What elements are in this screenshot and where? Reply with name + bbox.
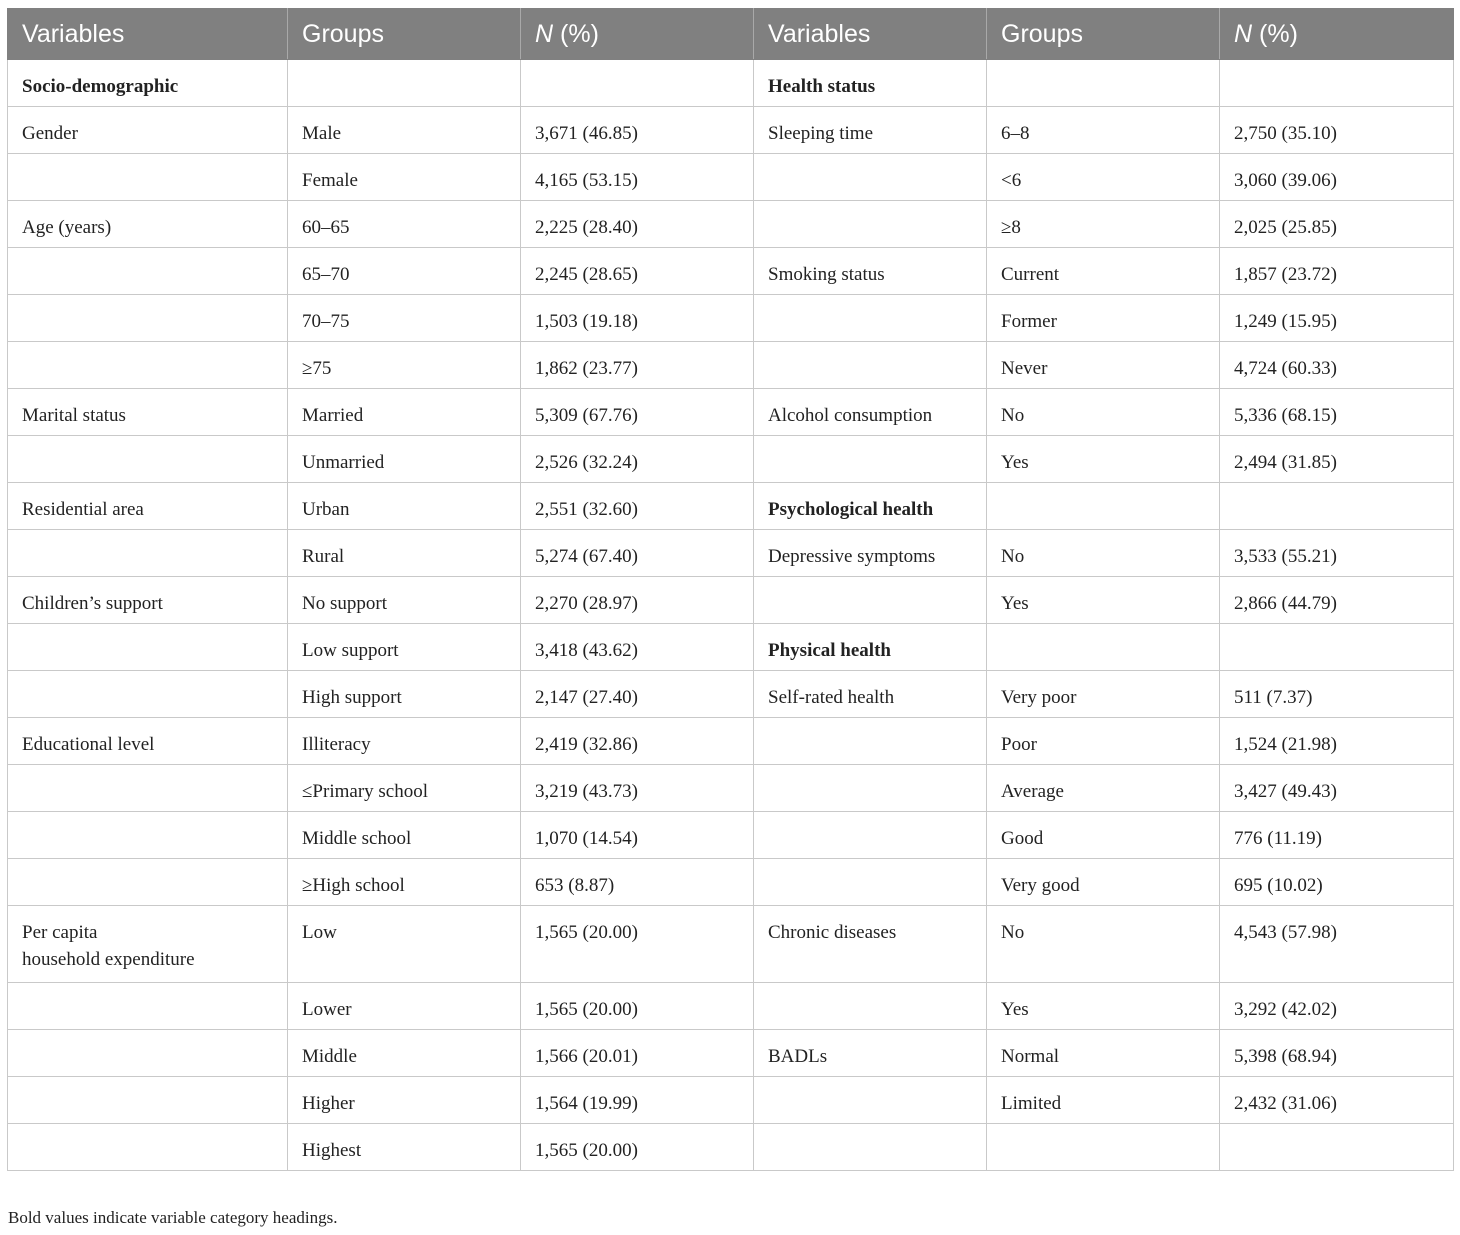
cell-group: No — [987, 530, 1220, 577]
cell-group: 60–65 — [288, 201, 521, 248]
cell-variable: Educational level — [8, 718, 288, 765]
cell-variable — [754, 577, 987, 624]
cell-value: 1,857 (23.72) — [1220, 248, 1454, 295]
table-row — [8, 436, 1454, 483]
table-row — [8, 1124, 1454, 1171]
cell-value: 5,398 (68.94) — [1220, 1030, 1454, 1077]
cell-group: Current — [987, 248, 1220, 295]
variable-line-2: household expenditure — [22, 949, 195, 970]
header-n-percent-right — [1220, 9, 1454, 60]
cell-value: 5,309 (67.76) — [521, 389, 754, 436]
cell-value: 1,566 (20.01) — [521, 1030, 754, 1077]
cell-value — [1220, 60, 1454, 107]
cell-group — [987, 60, 1220, 107]
cell-group: Highest — [288, 1124, 521, 1171]
category-heading: Socio-demographic — [8, 60, 288, 107]
cell-value: 2,526 (32.24) — [521, 436, 754, 483]
cell-variable — [754, 718, 987, 765]
table-row — [8, 107, 1454, 154]
header-percent-label: (%) — [553, 19, 599, 48]
header-variables-left: Variables — [8, 9, 288, 60]
cell-variable — [754, 765, 987, 812]
cell-value: 2,245 (28.65) — [521, 248, 754, 295]
variable-line-1: Per capita — [22, 922, 98, 943]
cell-group: Middle — [288, 1030, 521, 1077]
table-row — [8, 671, 1454, 718]
cell-value: 5,274 (67.40) — [521, 530, 754, 577]
table-row — [8, 624, 1454, 671]
cell-value: 3,427 (49.43) — [1220, 765, 1454, 812]
cell-variable — [8, 1030, 288, 1077]
cell-group: Male — [288, 107, 521, 154]
category-heading: Psychological health — [754, 483, 987, 530]
header-n-percent-left — [521, 9, 754, 60]
table-row — [8, 201, 1454, 248]
header-groups-left: Groups — [288, 9, 521, 60]
cell-value: 511 (7.37) — [1220, 671, 1454, 718]
cell-value: 653 (8.87) — [521, 859, 754, 906]
cell-group: Female — [288, 154, 521, 201]
cell-group — [288, 60, 521, 107]
cell-value: 2,750 (35.10) — [1220, 107, 1454, 154]
cell-group: Low — [288, 906, 521, 983]
cell-value: 2,432 (31.06) — [1220, 1077, 1454, 1124]
header-percent-label: (%) — [1252, 19, 1298, 48]
table-row — [8, 906, 1454, 983]
cell-value: 5,336 (68.15) — [1220, 389, 1454, 436]
cell-value: 3,060 (39.06) — [1220, 154, 1454, 201]
cell-variable: Sleeping time — [754, 107, 987, 154]
cell-value: 1,249 (15.95) — [1220, 295, 1454, 342]
cell-variable — [8, 906, 288, 983]
cell-group: Limited — [987, 1077, 1220, 1124]
cell-group: No — [987, 389, 1220, 436]
cell-group: Unmarried — [288, 436, 521, 483]
cell-group: Rural — [288, 530, 521, 577]
cell-variable: Marital status — [8, 389, 288, 436]
cell-value — [1220, 483, 1454, 530]
cell-variable — [8, 624, 288, 671]
cell-value: 695 (10.02) — [1220, 859, 1454, 906]
cell-variable — [8, 671, 288, 718]
cell-value: 2,494 (31.85) — [1220, 436, 1454, 483]
cell-variable — [8, 1124, 288, 1171]
header-n-symbol: N — [535, 19, 554, 48]
cell-group: Low support — [288, 624, 521, 671]
table-row — [8, 1030, 1454, 1077]
cell-value: 3,219 (43.73) — [521, 765, 754, 812]
cell-value: 2,551 (32.60) — [521, 483, 754, 530]
cell-variable — [754, 436, 987, 483]
cell-value: 3,533 (55.21) — [1220, 530, 1454, 577]
cell-variable: Chronic diseases — [754, 906, 987, 983]
cell-group: Higher — [288, 1077, 521, 1124]
cell-value: 2,270 (28.97) — [521, 577, 754, 624]
cell-variable — [8, 812, 288, 859]
cell-value: 2,147 (27.40) — [521, 671, 754, 718]
cell-value: 3,292 (42.02) — [1220, 983, 1454, 1030]
cell-group: Yes — [987, 436, 1220, 483]
cell-variable — [8, 154, 288, 201]
cell-group: Illiteracy — [288, 718, 521, 765]
cell-value — [1220, 624, 1454, 671]
cell-variable — [8, 295, 288, 342]
header-variables-right: Variables — [754, 9, 987, 60]
cell-variable: Self-rated health — [754, 671, 987, 718]
table-row — [8, 389, 1454, 436]
cell-variable — [754, 1077, 987, 1124]
cell-variable — [754, 201, 987, 248]
table-row — [8, 718, 1454, 765]
table-row — [8, 295, 1454, 342]
cell-value: 1,503 (19.18) — [521, 295, 754, 342]
cell-value: 1,564 (19.99) — [521, 1077, 754, 1124]
table-row — [8, 983, 1454, 1030]
cell-group: Very good — [987, 859, 1220, 906]
cell-group: Never — [987, 342, 1220, 389]
cell-group: Married — [288, 389, 521, 436]
cell-value: 4,724 (60.33) — [1220, 342, 1454, 389]
category-heading: Physical health — [754, 624, 987, 671]
cell-variable — [754, 1124, 987, 1171]
cell-group — [987, 483, 1220, 530]
cell-value: 3,418 (43.62) — [521, 624, 754, 671]
cell-variable: Gender — [8, 107, 288, 154]
header-groups-right: Groups — [987, 9, 1220, 60]
cell-value: 1,565 (20.00) — [521, 906, 754, 983]
cell-group: ≥75 — [288, 342, 521, 389]
cell-group: ≤Primary school — [288, 765, 521, 812]
cell-group: <6 — [987, 154, 1220, 201]
cell-group: ≥High school — [288, 859, 521, 906]
cell-value: 2,225 (28.40) — [521, 201, 754, 248]
table-row — [8, 530, 1454, 577]
cell-variable — [8, 342, 288, 389]
characteristics-table — [7, 8, 1454, 1171]
cell-value: 2,419 (32.86) — [521, 718, 754, 765]
cell-variable: Smoking status — [754, 248, 987, 295]
cell-variable: Residential area — [8, 483, 288, 530]
cell-variable: Age (years) — [8, 201, 288, 248]
cell-group: Very poor — [987, 671, 1220, 718]
cell-variable — [8, 983, 288, 1030]
cell-value: 776 (11.19) — [1220, 812, 1454, 859]
table-row — [8, 812, 1454, 859]
header-n-symbol: N — [1234, 19, 1253, 48]
cell-group: Good — [987, 812, 1220, 859]
cell-group: Yes — [987, 577, 1220, 624]
cell-value: 2,866 (44.79) — [1220, 577, 1454, 624]
cell-group: High support — [288, 671, 521, 718]
cell-variable — [754, 859, 987, 906]
cell-variable: Children’s support — [8, 577, 288, 624]
cell-value: 2,025 (25.85) — [1220, 201, 1454, 248]
cell-group: ≥8 — [987, 201, 1220, 248]
cell-value: 1,862 (23.77) — [521, 342, 754, 389]
cell-group: Urban — [288, 483, 521, 530]
cell-variable — [8, 765, 288, 812]
cell-group — [987, 1124, 1220, 1171]
cell-group: Former — [987, 295, 1220, 342]
header-row — [8, 9, 1454, 60]
table-row — [8, 859, 1454, 906]
cell-variable: Depressive symptoms — [754, 530, 987, 577]
table-row — [8, 342, 1454, 389]
cell-variable — [8, 1077, 288, 1124]
table-row — [8, 765, 1454, 812]
cell-variable — [8, 859, 288, 906]
cell-group: No — [987, 906, 1220, 983]
table-row — [8, 60, 1454, 107]
cell-group: Middle school — [288, 812, 521, 859]
cell-value: 1,565 (20.00) — [521, 983, 754, 1030]
cell-group: Average — [987, 765, 1220, 812]
cell-value: 4,165 (53.15) — [521, 154, 754, 201]
cell-group: 70–75 — [288, 295, 521, 342]
cell-value: 3,671 (46.85) — [521, 107, 754, 154]
table-row — [8, 248, 1454, 295]
cell-value — [1220, 1124, 1454, 1171]
cell-variable — [8, 436, 288, 483]
cell-group: Poor — [987, 718, 1220, 765]
cell-group: Yes — [987, 983, 1220, 1030]
cell-group: No support — [288, 577, 521, 624]
cell-value: 1,070 (14.54) — [521, 812, 754, 859]
cell-value: 1,524 (21.98) — [1220, 718, 1454, 765]
table-footnote: Bold values indicate variable category headings. — [8, 1208, 338, 1227]
cell-value — [521, 60, 754, 107]
cell-group: Normal — [987, 1030, 1220, 1077]
cell-variable — [754, 812, 987, 859]
table-row — [8, 1077, 1454, 1124]
cell-variable — [8, 530, 288, 577]
cell-group: Lower — [288, 983, 521, 1030]
cell-variable — [754, 983, 987, 1030]
cell-variable: Alcohol consumption — [754, 389, 987, 436]
cell-group — [987, 624, 1220, 671]
table-row — [8, 154, 1454, 201]
table-row — [8, 577, 1454, 624]
cell-value: 4,543 (57.98) — [1220, 906, 1454, 983]
cell-group: 6–8 — [987, 107, 1220, 154]
cell-variable — [754, 295, 987, 342]
cell-variable — [8, 248, 288, 295]
cell-group: 65–70 — [288, 248, 521, 295]
cell-variable — [754, 154, 987, 201]
characteristics-table-container — [7, 8, 1453, 1171]
table-row — [8, 483, 1454, 530]
cell-variable: BADLs — [754, 1030, 987, 1077]
category-heading: Health status — [754, 60, 987, 107]
cell-value: 1,565 (20.00) — [521, 1124, 754, 1171]
table-body — [8, 60, 1454, 1171]
cell-variable — [754, 342, 987, 389]
